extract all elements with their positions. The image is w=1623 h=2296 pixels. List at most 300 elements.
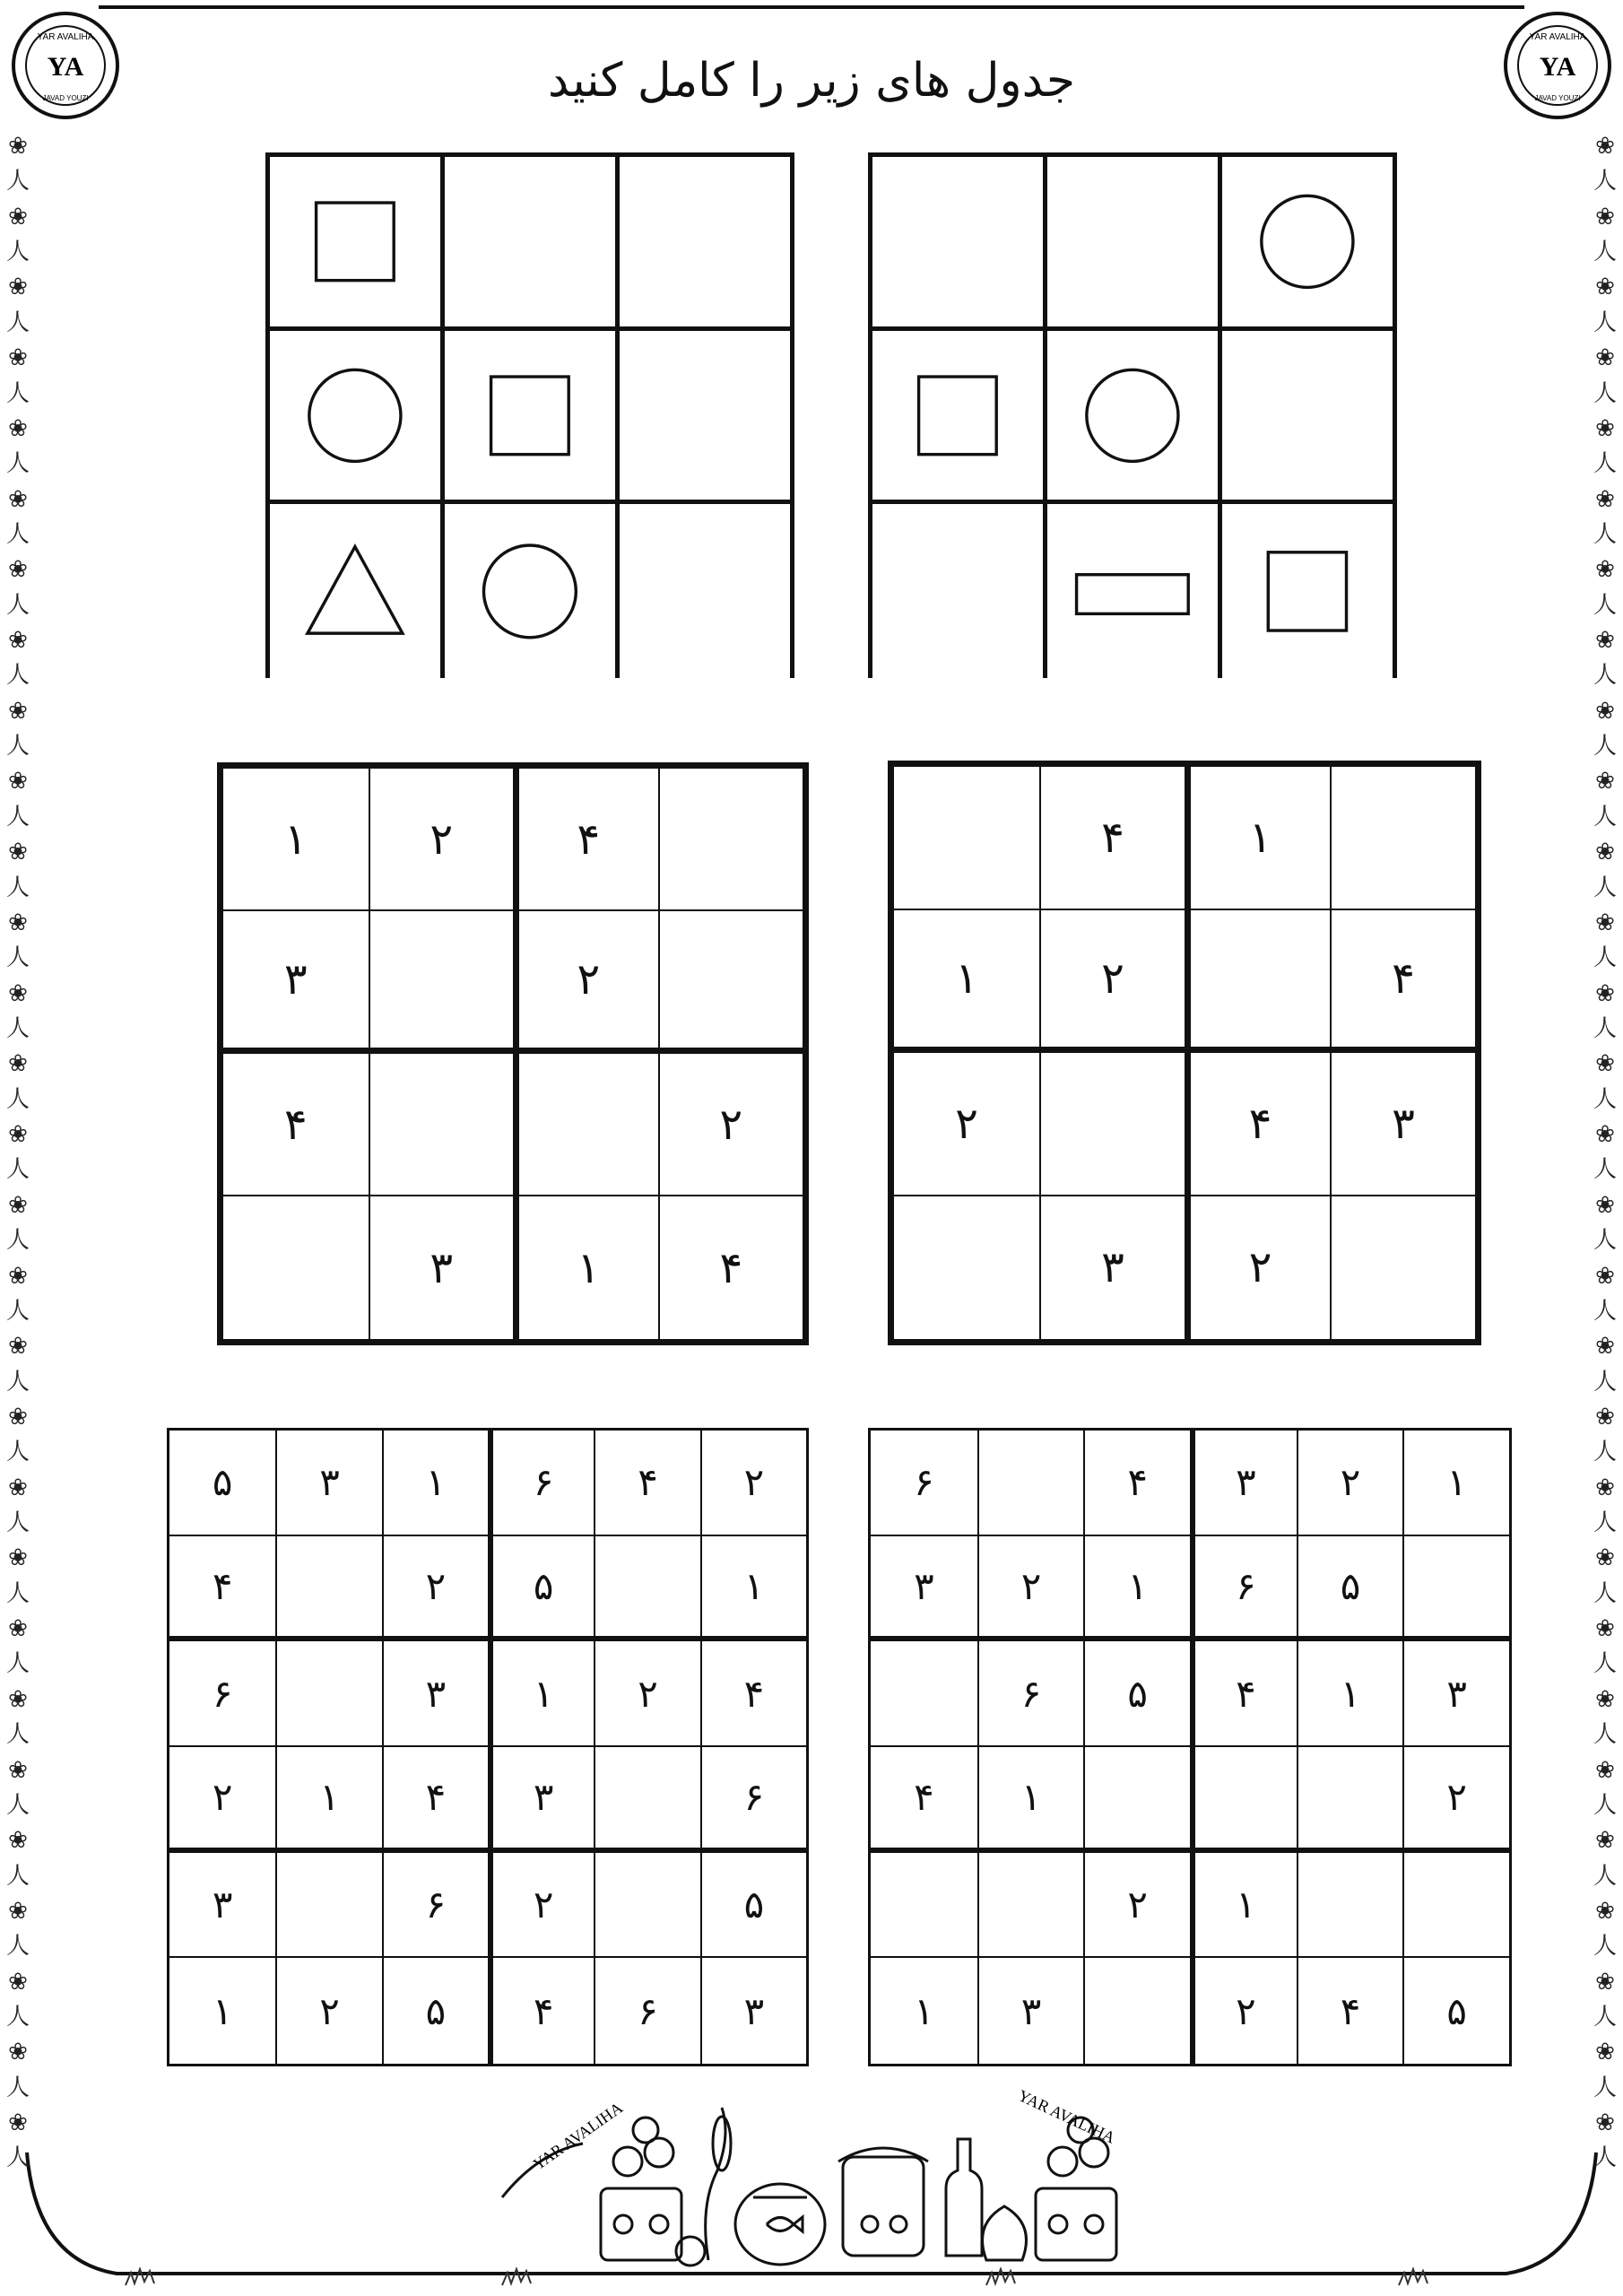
sudoku-cell[interactable] [700,1958,806,2064]
sudoku-cell[interactable] [1402,1641,1509,1747]
sudoku-digit: ۴ [1392,952,1415,1004]
connector-icon: 人 [1593,520,1617,548]
sudoku-digit: ۲ [1446,1775,1467,1820]
flower-icon: ❀ [8,485,28,513]
bread-icon [843,2157,924,2256]
connector-icon: 人 [1593,1227,1617,1255]
sudoku-digit: ۴ [1127,1460,1148,1505]
sudoku-cell[interactable] [169,1431,275,1536]
sudoku-digit: ۳ [1020,1988,1042,2033]
connector-icon: 人 [5,662,30,690]
sudoku-cell[interactable] [1297,1536,1403,1642]
flower-icon: ❀ [8,979,28,1007]
flower-icon: ❀ [1595,1615,1615,1643]
shape-cell[interactable] [1047,331,1222,505]
shape-puzzle-left [265,152,794,678]
sudoku-cell[interactable] [871,1536,977,1642]
sudoku-cell[interactable] [382,1536,488,1642]
shape-cell[interactable] [445,331,620,505]
connector-icon: 人 [1593,803,1617,831]
sudoku-cell[interactable] [488,1536,594,1642]
sudoku-cell[interactable] [977,1747,1084,1853]
connector-icon: 人 [1593,379,1617,407]
flower-icon: ❀ [8,1121,28,1149]
sudoku-cell[interactable] [1039,910,1185,1054]
sudoku-cell[interactable] [871,1853,977,1959]
flower-icon: ❀ [1595,979,1615,1007]
connector-icon: 人 [1593,662,1617,690]
sudoku-cell[interactable] [594,1536,699,1642]
flower-icon: ❀ [8,556,28,584]
sudoku-digit: ۵ [1446,1988,1467,2033]
sudoku-cell[interactable] [1185,767,1330,910]
sudoku-digit: ۶ [425,1882,447,1926]
connector-icon: 人 [5,1439,30,1466]
sudoku-cell[interactable] [977,1853,1084,1959]
shape-cell[interactable] [270,504,445,678]
sudoku-digit: ۲ [1101,952,1124,1004]
connector-icon: 人 [5,1862,30,1890]
sudoku-cell[interactable] [513,769,658,911]
connector-icon: 人 [5,591,30,619]
sudoku-cell[interactable] [275,1641,381,1747]
sudoku-cell[interactable] [513,1196,658,1339]
connector-icon: 人 [1593,2004,1617,2031]
sudoku-digit: ۲ [1340,1460,1361,1505]
sudoku-cell[interactable] [977,1536,1084,1642]
sudoku-digit: ۴ [212,1563,233,1608]
sudoku-cell[interactable] [700,1536,806,1642]
hyacinth-icon [706,2108,725,2260]
sudoku-cell[interactable] [1083,1536,1190,1642]
logo-text-top: YAR AVALIHA [37,32,94,42]
sudoku-cell[interactable] [1402,1536,1509,1642]
flower-icon: ❀ [8,414,28,442]
sudoku-digit: ۴ [719,1242,743,1293]
sudoku-digit: ۴ [1248,1098,1272,1149]
flower-icon: ❀ [1595,2039,1615,2066]
sudoku-digit: ۱ [1446,1460,1467,1505]
sudoku-digit: ۱ [743,1563,765,1608]
square-icon [1237,520,1377,663]
connector-icon: 人 [1593,239,1617,266]
sudoku-digit: ۲ [533,1882,554,1926]
connector-icon: 人 [1593,1933,1617,1961]
sudoku-cell[interactable] [1190,1536,1297,1642]
sudoku-cell[interactable] [594,1431,699,1536]
flower-icon: ❀ [8,1615,28,1643]
shape-cell[interactable] [1222,157,1397,331]
sudoku-cell[interactable] [977,1958,1084,2064]
sudoku-cell[interactable] [382,1431,488,1536]
sudoku-digit: ۴ [533,1988,554,2033]
sudoku-digit: ۱ [955,952,978,1004]
sudoku-digit: ۴ [638,1460,658,1505]
sudoku-digit: ۴ [1236,1671,1256,1716]
sudoku-digit: ۱ [1236,1882,1256,1926]
sudoku-digit: ۶ [914,1460,934,1505]
sudoku-cell[interactable] [894,1196,1039,1340]
rectangle-icon [1063,520,1202,663]
sudoku-cell[interactable] [594,1853,699,1959]
sudoku-cell[interactable] [700,1431,806,1536]
sudoku-digit: ۱ [577,1242,601,1293]
sudoku-cell[interactable] [1330,1053,1475,1196]
flower-icon: ❀ [1595,2109,1615,2137]
sudoku-digit: ۱ [319,1775,340,1820]
flower-icon: ❀ [1595,1897,1615,1925]
sudoku-digit: ۲ [212,1775,233,1820]
sudoku-cell[interactable] [1185,1053,1330,1196]
sudoku-6x6-left [167,1428,809,2066]
connector-icon: 人 [5,1085,30,1113]
flower-icon: ❀ [8,1333,28,1361]
connector-icon: 人 [1593,1014,1617,1042]
connector-icon: 人 [5,239,30,266]
flower-icon: ❀ [8,1403,28,1431]
connector-icon: 人 [1593,1368,1617,1396]
sudoku-digit: ۲ [577,954,601,1004]
sudoku-cell[interactable] [369,1196,514,1339]
sudoku-cell[interactable] [275,1536,381,1642]
shape-cell[interactable] [445,157,620,331]
sudoku-cell[interactable] [1190,1747,1297,1853]
connector-icon: 人 [5,1227,30,1255]
sudoku-cell[interactable] [658,911,803,1054]
connector-icon: 人 [5,1579,30,1607]
flower-icon: ❀ [1595,1544,1615,1572]
sudoku-digit: ۱ [533,1671,554,1716]
sudoku-cell[interactable] [513,911,658,1054]
flower-icon: ❀ [8,1968,28,1996]
sudoku-digit: ۲ [719,1099,743,1150]
sudoku-digit: ۶ [638,1988,658,2033]
sudoku-cell[interactable] [1297,1747,1403,1853]
sudoku-cell[interactable] [169,1747,275,1853]
sudoku-cell[interactable] [382,1853,488,1959]
shape-cell[interactable] [1222,504,1397,678]
sudoku-cell[interactable] [700,1641,806,1747]
sudoku-cell[interactable] [1297,1958,1403,2064]
flower-icon: ❀ [1595,1968,1615,1996]
connector-icon: 人 [5,1014,30,1042]
flower-icon: ❀ [1595,556,1615,584]
sudoku-cell[interactable] [382,1641,488,1747]
sudoku-6x6-right [868,1428,1512,2066]
sudoku-cell[interactable] [658,1054,803,1196]
flower-icon: ❀ [1595,1756,1615,1784]
sudoku-cell[interactable] [369,1054,514,1196]
shape-cell[interactable] [620,504,794,678]
sudoku-cell[interactable] [1330,910,1475,1054]
sudoku-digit: ۴ [425,1775,447,1820]
sudoku-cell[interactable] [488,1747,594,1853]
shape-cell[interactable] [445,504,620,678]
sudoku-cell[interactable] [871,1431,977,1536]
sudoku-cell[interactable] [658,769,803,911]
sudoku-digit: ۵ [1127,1671,1148,1716]
sudoku-digit: ۴ [1340,1988,1361,2033]
flower-icon: ❀ [1595,909,1615,936]
connector-icon: 人 [1593,733,1617,761]
sudoku-cell[interactable] [275,1747,381,1853]
sudoku-cell[interactable] [513,1054,658,1196]
flower-icon: ❀ [1595,627,1615,655]
connector-icon: 人 [5,944,30,972]
connector-icon: 人 [1593,2074,1617,2101]
sudoku-cell[interactable] [382,1958,488,2064]
sudoku-cell[interactable] [1083,1853,1190,1959]
footer-text-right: YAR AVALIHA [1015,2090,1118,2147]
flower-icon: ❀ [1595,697,1615,725]
shape-cell[interactable] [270,157,445,331]
connector-icon: 人 [1593,1721,1617,1749]
connector-icon: 人 [5,1933,30,1961]
sudoku-cell[interactable] [1083,1431,1190,1536]
connector-icon: 人 [1593,1791,1617,1819]
shape-cell[interactable] [620,157,794,331]
flower-icon: ❀ [8,1474,28,1501]
flower-icon: ❀ [1595,768,1615,796]
circle-icon [1063,346,1202,485]
sudoku-cell[interactable] [594,1958,699,2064]
sudoku-digit: ۱ [1020,1775,1042,1820]
connector-icon: 人 [5,1721,30,1749]
right-flower-border [1591,135,1619,2170]
sudoku-cell[interactable] [977,1641,1084,1747]
circle-icon [460,520,600,663]
sudoku-cell[interactable] [594,1641,699,1747]
sudoku-cell[interactable] [275,1853,381,1959]
shape-cell[interactable] [872,157,1047,331]
flower-icon: ❀ [8,627,28,655]
sudoku-digit: ۳ [283,954,308,1004]
flower-icon: ❀ [1595,1403,1615,1431]
flower-icon: ❀ [8,1544,28,1572]
sudoku-digit: ۱ [1340,1671,1361,1716]
sudoku-cell[interactable] [594,1747,699,1853]
connector-icon: 人 [1593,591,1617,619]
sudoku-cell[interactable] [369,769,514,911]
sudoku-cell[interactable] [382,1747,488,1853]
shape-cell[interactable] [872,504,1047,678]
connector-icon: 人 [5,2144,30,2172]
flower-icon: ❀ [8,133,28,160]
sudoku-cell[interactable] [1330,1196,1475,1340]
sudoku-digit: ۶ [1020,1671,1042,1716]
sudoku-digit: ۳ [319,1460,340,1505]
connector-icon: 人 [5,309,30,336]
sudoku-digit: ۱ [212,1988,233,2033]
sudoku-cell[interactable] [169,1641,275,1747]
flower-icon: ❀ [1595,485,1615,513]
sudoku-cell[interactable] [488,1853,594,1959]
flower-icon: ❀ [1595,133,1615,160]
logo-monogram: YA [1539,52,1576,82]
sudoku-digit: ۵ [533,1563,554,1608]
sudoku-digit: ۱ [283,813,308,865]
connector-icon: 人 [1593,1862,1617,1890]
sudoku-4x4-right [888,761,1481,1345]
sudoku-cell[interactable] [1330,767,1475,910]
sudoku-cell[interactable] [1185,1196,1330,1340]
circle-icon [1237,172,1377,311]
sudoku-cell[interactable] [1297,1641,1403,1747]
flower-icon: ❀ [1595,1191,1615,1219]
sudoku-digit: ۱ [1248,812,1272,863]
sudoku-cell[interactable] [488,1958,594,2064]
square-icon [888,346,1028,485]
flower-icon: ❀ [8,1756,28,1784]
flower-icon: ❀ [1595,1262,1615,1290]
sudoku-cell[interactable] [223,769,369,911]
connector-icon: 人 [5,1791,30,1819]
shape-cell[interactable] [1047,157,1222,331]
connector-icon: 人 [1593,1579,1617,1607]
flower-icon: ❀ [1595,1121,1615,1149]
sudoku-digit: ۳ [1236,1460,1256,1505]
sudoku-digit: ۲ [1020,1563,1042,1608]
sudoku-cell[interactable] [1185,910,1330,1054]
garlic-icon [983,2206,1027,2260]
sudoku-digit: ۵ [212,1460,233,1505]
flower-icon: ❀ [1595,1050,1615,1078]
sudoku-digit: ۶ [743,1775,765,1820]
sudoku-cell[interactable] [1297,1431,1403,1536]
flower-icon: ❀ [1595,1685,1615,1713]
sudoku-cell[interactable] [1190,1958,1297,2064]
sudoku-cell[interactable] [894,910,1039,1054]
sudoku-digit: ۴ [914,1775,934,1820]
connector-icon: 人 [1593,874,1617,901]
connector-icon: 人 [5,874,30,901]
connector-icon: 人 [5,520,30,548]
sudoku-digit: ۳ [212,1882,233,1926]
logo-text-bottom: JAVAD YOUZI [42,94,89,102]
connector-icon: 人 [1593,309,1617,336]
page-title: جدول های زیر را کامل کنید [547,54,1076,108]
sudoku-cell[interactable] [1190,1853,1297,1959]
sudoku-digit: ۶ [212,1671,233,1716]
sudoku-digit: ۲ [319,1988,340,2033]
sudoku-digit: ۳ [1446,1671,1467,1716]
sudoku-cell[interactable] [1039,767,1185,910]
sudoku-digit: ۳ [425,1671,447,1716]
connector-icon: 人 [5,2004,30,2031]
flower-icon: ❀ [1595,203,1615,230]
sudoku-digit: ۲ [1127,1882,1148,1926]
connector-icon: 人 [5,1297,30,1325]
sudoku-cell[interactable] [871,1641,977,1747]
shape-cell[interactable] [270,331,445,505]
sudoku-cell[interactable] [700,1853,806,1959]
shape-cell[interactable] [872,331,1047,505]
sudoku-cell[interactable] [169,1853,275,1959]
sudoku-cell[interactable] [1402,1853,1509,1959]
footer-decoration [484,2090,1148,2274]
flower-icon: ❀ [8,2039,28,2066]
shape-cell[interactable] [1222,331,1397,505]
sudoku-digit: ۳ [430,1242,454,1293]
connector-icon: 人 [5,1509,30,1537]
sudoku-cell[interactable] [223,1054,369,1196]
connector-icon: 人 [5,1368,30,1396]
sudoku-cell[interactable] [1083,1641,1190,1747]
sudoku-digit: ۴ [577,813,601,865]
flower-icon: ❀ [8,2109,28,2137]
sudoku-cell[interactable] [700,1747,806,1853]
sudoku-cell[interactable] [1083,1958,1190,2064]
sudoku-digit: ۵ [743,1882,765,1926]
sudoku-cell[interactable] [1083,1747,1190,1853]
shape-cell[interactable] [1047,504,1222,678]
sudoku-cell[interactable] [1402,1958,1509,2064]
sudoku-cell[interactable] [1402,1431,1509,1536]
sudoku-digit: ۱ [1127,1563,1148,1608]
sudoku-digit: ۳ [914,1563,934,1608]
sudoku-cell[interactable] [1190,1641,1297,1747]
sudoku-cell[interactable] [894,767,1039,910]
sudoku-cell[interactable] [1039,1053,1185,1196]
sudoku-cell[interactable] [977,1431,1084,1536]
connector-icon: 人 [5,1156,30,1184]
sudoku-cell[interactable] [169,1536,275,1642]
flower-icon: ❀ [8,1050,28,1078]
sudoku-cell[interactable] [369,911,514,1054]
sudoku-cell[interactable] [1039,1196,1185,1340]
flower-icon: ❀ [1595,1474,1615,1501]
connector-icon: 人 [5,2074,30,2101]
connector-icon: 人 [1593,450,1617,478]
sudoku-cell[interactable] [871,1958,977,2064]
flower-icon: ❀ [8,203,28,230]
flower-icon: ❀ [8,768,28,796]
sudoku-cell[interactable] [275,1958,381,2064]
connector-icon: 人 [5,379,30,407]
footer-text-left: YAR AVALIHA [529,2098,627,2174]
sudoku-cell[interactable] [871,1747,977,1853]
triangle-icon [285,520,425,663]
sudoku-digit: ۳ [1392,1098,1415,1149]
flower-icon: ❀ [8,274,28,301]
sudoku-cell[interactable] [894,1053,1039,1196]
sudoku-digit: ۱ [425,1460,447,1505]
flower-icon: ❀ [1595,274,1615,301]
connector-icon: 人 [1593,1297,1617,1325]
flower-icon: ❀ [1595,1827,1615,1855]
sudoku-cell[interactable] [223,911,369,1054]
sudoku-cell[interactable] [658,1196,803,1339]
sudoku-cell[interactable] [1402,1747,1509,1853]
connector-icon: 人 [5,1650,30,1678]
sudoku-cell[interactable] [169,1958,275,2064]
shape-puzzle-right [868,152,1397,678]
sudoku-cell[interactable] [223,1196,369,1339]
sudoku-cell[interactable] [275,1431,381,1536]
sudoku-cell[interactable] [1297,1853,1403,1959]
sudoku-digit: ۴ [1101,812,1124,863]
sudoku-cell[interactable] [488,1641,594,1747]
sudoku-cell[interactable] [1190,1431,1297,1536]
shape-cell[interactable] [620,331,794,505]
sudoku-cell[interactable] [488,1431,594,1536]
logo-monogram: YA [47,52,84,82]
sudoku-digit: ۳ [1101,1242,1124,1293]
sudoku-digit: ۴ [743,1671,765,1716]
sudoku-digit: ۲ [955,1098,978,1149]
sudoku-digit: ۲ [425,1563,447,1608]
sudoku-digit: ۳ [743,1988,765,2033]
